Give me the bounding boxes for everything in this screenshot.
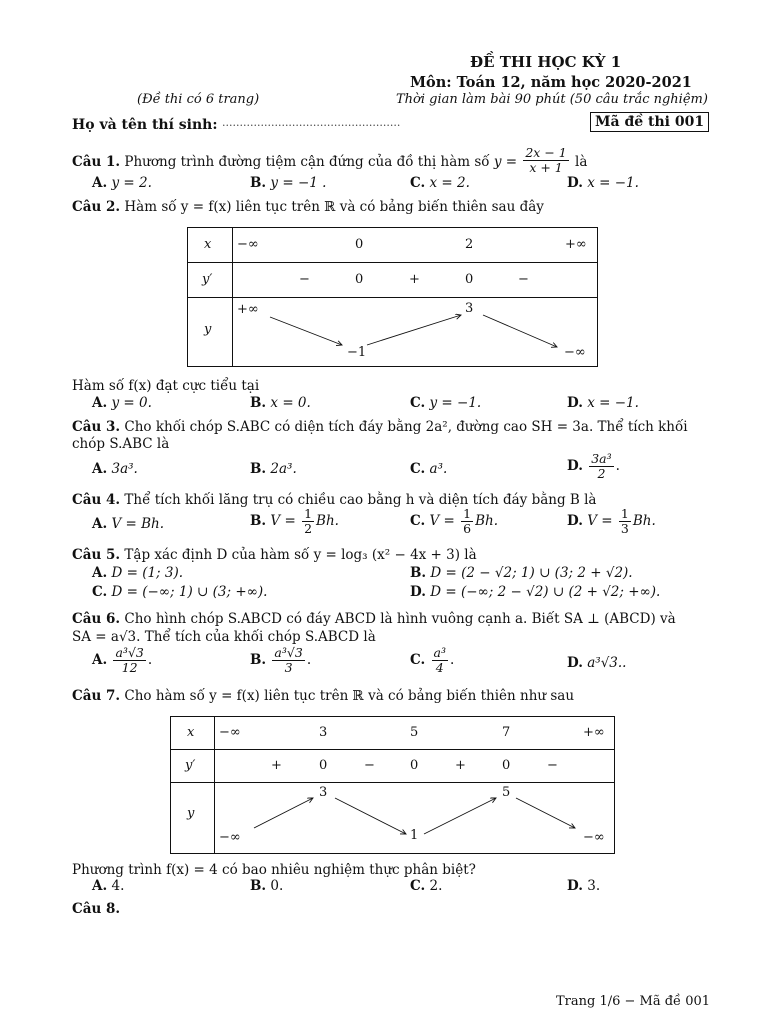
question-2: Câu 2. Hàm số y = f(x) liên tục trên ℝ và có bảng biến thiên sau đây xyxy=(72,199,544,215)
variation-arrows xyxy=(170,716,615,854)
question-text-end: là xyxy=(575,153,588,170)
q4-option-a[interactable]: A. V = Bh. xyxy=(92,516,165,532)
yprime-zero: 0 xyxy=(319,758,328,773)
q3-option-c[interactable]: C. a³. xyxy=(410,461,448,477)
x-value: −∞ xyxy=(219,725,241,740)
x-value: 2 xyxy=(465,237,474,252)
q5-option-c[interactable]: C. D = (−∞; 1) ∪ (3; +∞). xyxy=(92,584,268,600)
question-5: Câu 5. Tập xác định D của hàm số y = log₃ (x² − 4x + 3) là xyxy=(72,547,477,563)
yprime-sign: − xyxy=(364,758,375,773)
q7-option-d[interactable]: D. 3. xyxy=(567,878,601,894)
x-value: 5 xyxy=(410,725,419,740)
q4-option-c[interactable]: C. V = $\frac{1}{6}$ Bh. xyxy=(410,506,499,536)
yprime-sign: + xyxy=(271,758,282,773)
y-value: 1 xyxy=(410,828,419,843)
question-8: Câu 8. xyxy=(72,901,121,917)
yprime-sign: + xyxy=(409,272,420,287)
q7-option-b[interactable]: B. 0. xyxy=(250,878,284,894)
q2-option-c[interactable]: C. y = −1. xyxy=(410,395,482,411)
q5-option-b[interactable]: B. D = (2 − √2; 1) ∪ (3; 2 + √2). xyxy=(410,565,633,581)
row-label-yprime: y′ xyxy=(202,272,213,287)
variation-arrows xyxy=(187,227,598,367)
q5-option-d[interactable]: D. D = (−∞; 2 − √2) ∪ (2 + √2; +∞). xyxy=(410,584,661,600)
question-4: Câu 4. Thể tích khối lăng trụ có chiều cao bằng h và diện tích đáy bằng B là xyxy=(72,492,597,508)
q2-followup: Hàm số f(x) đạt cực tiểu tại xyxy=(72,378,260,394)
yprime-zero: 0 xyxy=(410,758,419,773)
question-text: Phương trình đường tiệm cận đứng của đồ thị hàm số xyxy=(124,153,490,170)
question-3-line2: chóp S.ABC là xyxy=(72,436,170,452)
y-value: −∞ xyxy=(564,345,586,360)
q1-option-c[interactable]: C. x = 2. xyxy=(410,175,470,191)
q2-option-b[interactable]: B. x = 0. xyxy=(250,395,311,411)
page-footer: Trang 1/6 − Mã đề 001 xyxy=(556,994,711,1009)
x-value: 0 xyxy=(355,237,364,252)
yprime-zero: 0 xyxy=(465,272,474,287)
y-value: −∞ xyxy=(219,830,241,845)
q3-option-a[interactable]: A. 3a³. xyxy=(92,461,138,477)
q7-followup: Phương trình f(x) = 4 có bao nhiêu nghiệm thực phân biệt? xyxy=(72,862,476,878)
y-value: −∞ xyxy=(583,830,605,845)
variation-table-q7 xyxy=(170,716,615,854)
y-value: −1 xyxy=(347,345,367,360)
y-value: 5 xyxy=(502,785,511,800)
q6-option-c[interactable]: C. $\frac{\text{a³}}{4}$ . xyxy=(410,645,455,675)
variation-table-q2 xyxy=(187,227,598,367)
student-name-label: Họ và tên thí sinh: xyxy=(72,117,218,133)
yprime-sign: − xyxy=(518,272,529,287)
yprime-zero: 0 xyxy=(502,758,511,773)
question-3: Câu 3. Cho khối chóp S.ABC có diện tích đáy bằng 2a², đường cao SH = 3a. Thể tích khối xyxy=(72,419,688,435)
fraction: $\frac{2x - 1}{x + 1}$ xyxy=(525,145,567,175)
q3-option-b[interactable]: B. 2a³. xyxy=(250,461,297,477)
question-1 xyxy=(72,145,588,177)
q2-option-d[interactable]: D. x = −1. xyxy=(567,395,639,411)
yprime-sign: + xyxy=(455,758,466,773)
time-note: Thời gian làm bài 90 phút (50 câu trắc nghiệm) xyxy=(396,92,708,107)
q6-option-d[interactable]: D. a³√3.. xyxy=(567,655,627,671)
function-y: y = xyxy=(493,153,518,170)
q4-option-d[interactable]: D. V = $\frac{1}{3}$ Bh. xyxy=(567,506,656,536)
y-value: +∞ xyxy=(237,302,259,317)
q7-option-c[interactable]: C. 2. xyxy=(410,878,443,894)
x-value: −∞ xyxy=(237,237,259,252)
q6-option-b[interactable]: B. $\frac{\text{a³√3}}{3}$ . xyxy=(250,645,312,675)
x-value: +∞ xyxy=(565,237,587,252)
q7-option-a[interactable]: A. 4. xyxy=(92,878,125,894)
q6-option-a[interactable]: A. $\frac{\text{a³√3}}{12}$ . xyxy=(92,645,153,675)
question-6-line2: SA = a√3. Thể tích của khối chóp S.ABCD là xyxy=(72,629,376,645)
question-label: Câu 1. xyxy=(72,153,121,170)
exam-title: ĐỀ THI HỌC KỲ 1 xyxy=(470,53,622,71)
student-name-field[interactable]: ................................................... xyxy=(222,116,401,129)
q1-option-d[interactable]: D. x = −1. xyxy=(567,175,639,191)
x-value: 7 xyxy=(502,725,511,740)
yprime-sign: − xyxy=(547,758,558,773)
pages-note: (Đề thi có 6 trang) xyxy=(137,92,260,107)
q1-option-b[interactable]: B. y = −1 . xyxy=(250,175,327,191)
exam-subject: Môn: Toán 12, năm học 2020-2021 xyxy=(410,74,692,91)
row-label-x: x xyxy=(204,237,212,252)
x-value: 3 xyxy=(319,725,328,740)
q4-option-b[interactable]: B. V = $\frac{1}{2}$ Bh. xyxy=(250,506,339,536)
row-label-yprime: y′ xyxy=(185,758,196,773)
question-7: Câu 7. Cho hàm số y = f(x) liên tục trên ℝ và có bảng biến thiên như sau xyxy=(72,688,575,704)
y-value: 3 xyxy=(465,301,474,316)
exam-code-box: Mã đề thi 001 xyxy=(590,112,709,132)
row-label-y: y xyxy=(187,806,195,821)
yprime-sign: − xyxy=(299,272,310,287)
y-value: 3 xyxy=(319,785,328,800)
q3-option-d[interactable]: D. $\frac{\text{3a³}}{2}$ . xyxy=(567,451,620,481)
question-6: Câu 6. Cho hình chóp S.ABCD có đáy ABCD là hình vuông cạnh a. Biết SA ⊥ (ABCD) và xyxy=(72,611,676,627)
q2-option-a[interactable]: A. y = 0. xyxy=(92,395,152,411)
q1-option-a[interactable]: A. y = 2. xyxy=(92,175,152,191)
row-label-x: x xyxy=(187,725,195,740)
x-value: +∞ xyxy=(583,725,605,740)
yprime-zero: 0 xyxy=(355,272,364,287)
row-label-y: y xyxy=(204,322,212,337)
q5-option-a[interactable]: A. D = (1; 3). xyxy=(92,565,184,581)
